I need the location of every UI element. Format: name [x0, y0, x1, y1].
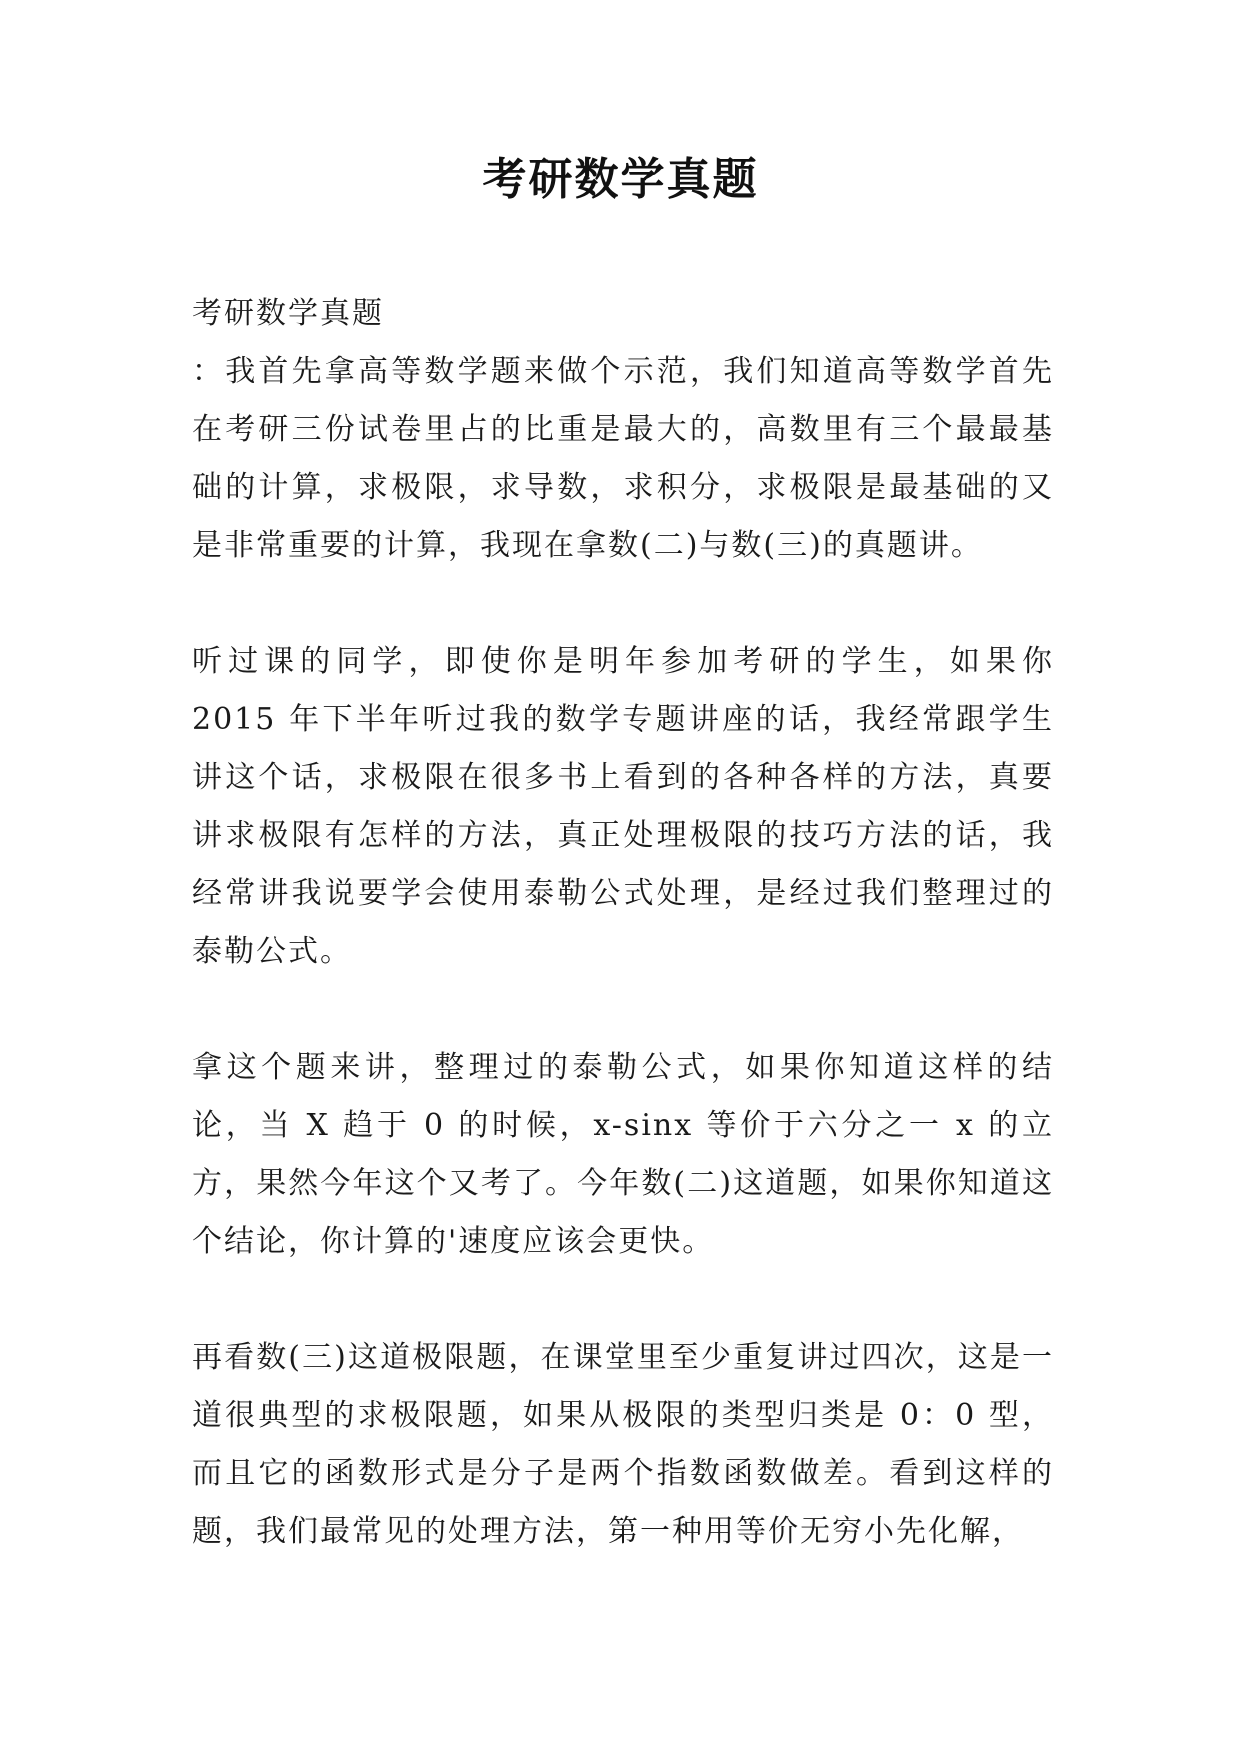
document-title: 考研数学真题	[482, 154, 759, 205]
paragraph-3: 拿这个题来讲，整理过的泰勒公式，如果你知道这样的结论，当 X 趋于 0 的时候，x-sinx 等价于六分之一 x 的立方，果然今年这个又考了。今年数(二)这道题，如果你知道这个结论，你计算的'速度应该会更快。	[192, 1050, 1054, 1259]
paragraph-1: ：我首先拿高等数学题来做个示范，我们知道高等数学首先在考研三份试卷里占的比重是最大的，高数里有三个最最基础的计算，求极限，求导数，求积分，求极限是最基础的又是非常重要的计算，我现在拿数(二)与数(三)的真题讲。	[192, 354, 1054, 563]
paragraph-2: 听过课的同学，即使你是明年参加考研的学生，如果你 2015 年下半年听过我的数学专题讲座的话，我经常跟学生讲这个话，求极限在很多书上看到的各种各样的方法，真要讲求极限有怎样的方法，真正处理极限的技巧方法的话，我经常讲我说要学会使用泰勒公式处理，是经过我们整理过的泰勒公式。	[192, 644, 1054, 969]
document-heading-line: 考研数学真题	[192, 296, 384, 331]
document-body	[192, 285, 1054, 1561]
paragraph-4: 再看数(三)这道极限题，在课堂里至少重复讲过四次，这是一道很典型的求极限题，如果从极限的类型归类是 0：0 型，而且它的函数形式是分子是两个指数函数做差。看到这样的题，我们最常见的处理方法，第一种用等价无穷小先化解，	[192, 1340, 1054, 1549]
